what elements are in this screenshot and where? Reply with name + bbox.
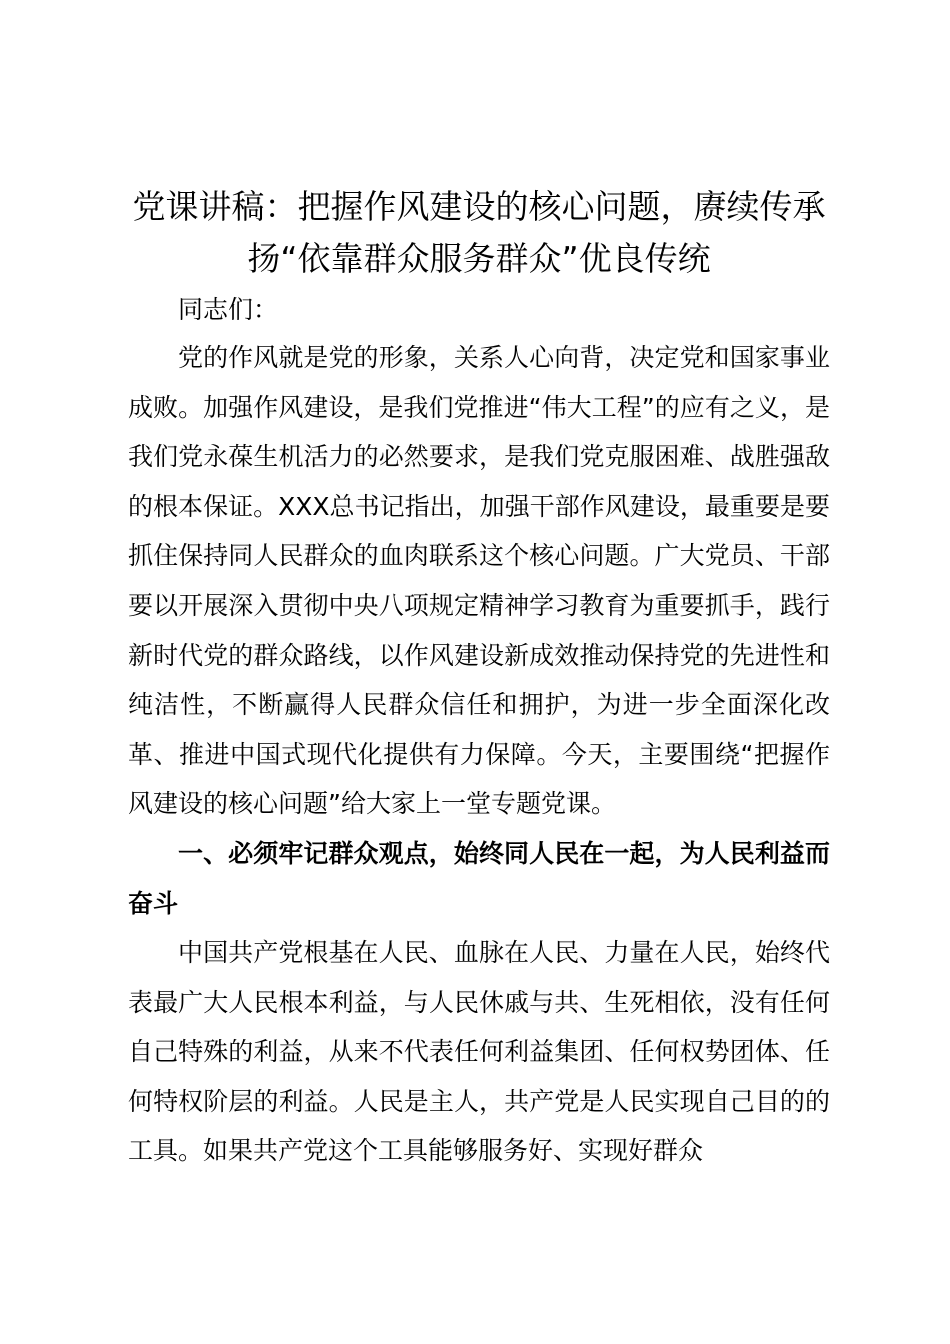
salutation: 同志们： <box>178 295 279 324</box>
section-paragraph: 中国共产党根基在人民、血脉在人民、力量在人民，始终代表最广大人民根本利益，与人民休戚与共、生死相依，没有任何自己特殊的利益，从来不代表任何利益集团、任何权势团体、任何特权阶层的利益。人民是主人，共产党是人民实现自己目的的工具。如果共产党这个工具能够服务好、实现好群众 <box>128 938 830 1166</box>
document-title: 党课讲稿：把握作风建设的核心问题，赓续传承扬“依靠群众服务群众”优良传统 <box>132 187 826 278</box>
intro-paragraph: 党的作风就是党的形象，关系人心向背，决定党和国家事业成败。加强作风建设，是我们党推进“伟大工程”的应有之义，是我们党永葆生机活力的必然要求，是我们党克服困难、战胜强敌的根本保证。XXX总书记指出，加强干部作风建设，最重要是要抓住保持同人民群众的血肉联系这个核心问题。广大党员、干部要以开展深入贯彻中央八项规定精神学习教育为重要抓手，践行新时代党的群众路线，以作风建设新成效推动保持党的先进性和纯洁性，不断赢得人民群众信任和拥护，为进一步全面深化改革、推进中国式现代化提供有力保障。今天，主要围绕“把握作风建设的核心问题”给大家上一堂专题党课。 <box>128 343 830 819</box>
section-heading: 一、必须牢记群众观点，始终同人民在一起，为人民利益而奋斗 <box>128 839 830 918</box>
